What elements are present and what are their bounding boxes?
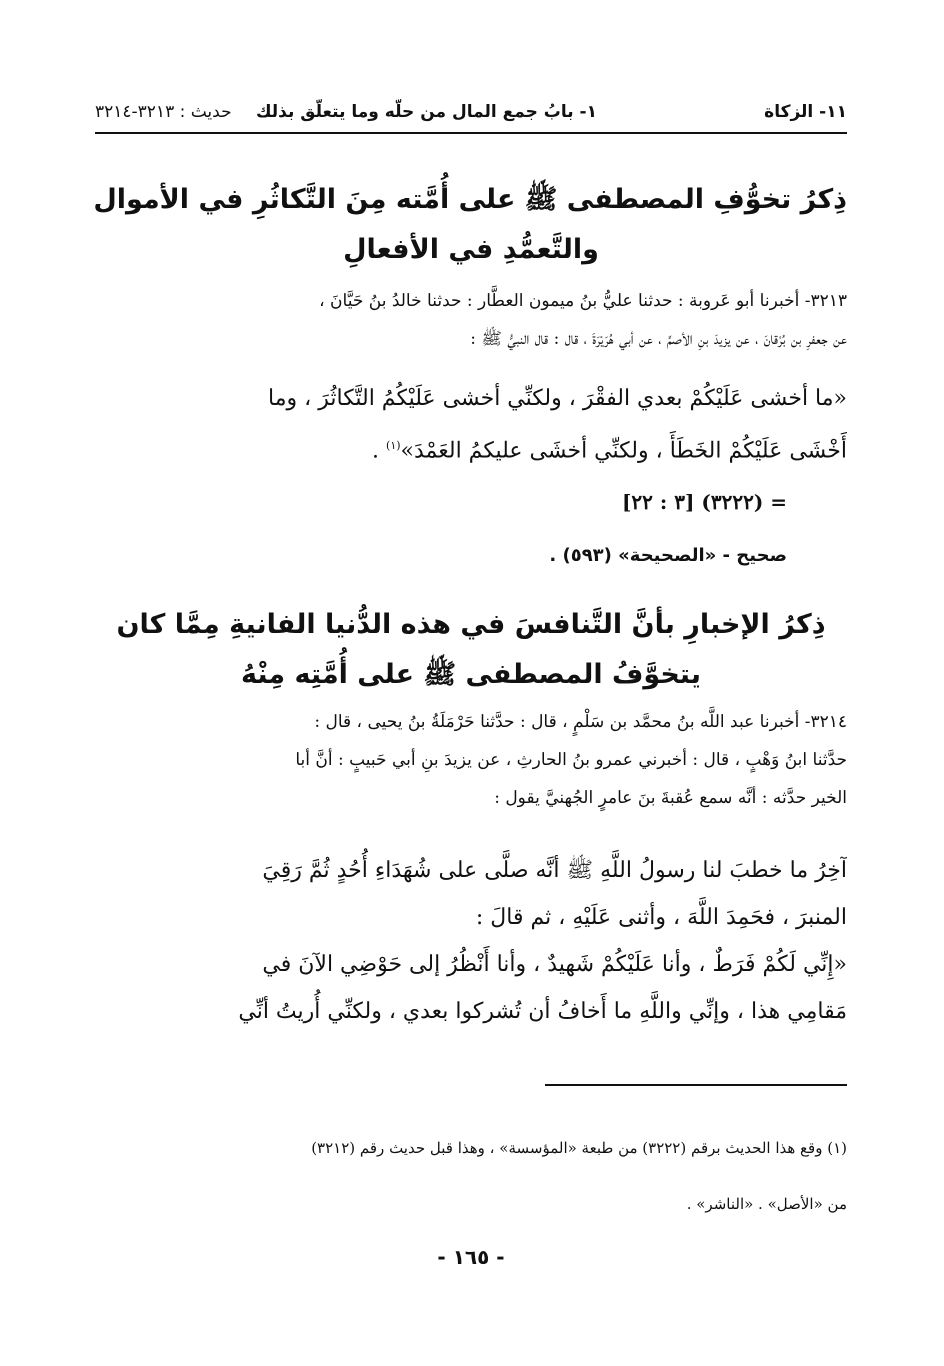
hadith-3214-matn (95, 847, 847, 1035)
matn-end: . (372, 438, 387, 464)
section-title-1-line-2: والتَّعمُّدِ في الأفعالِ (343, 234, 599, 265)
matn-line (95, 422, 847, 474)
footnote-line: من «الأصل» . «الناشر» . (686, 1195, 847, 1213)
hadith-range: حديث : ٣٢١٣-٣٢١٤ (95, 102, 232, 122)
footnote (95, 1120, 847, 1232)
matn-line: مَقامِي هذا ، وإنِّي واللَّهِ ما أَخافُ أن تُشركوا بعدي ، ولكنِّي أُريتُ أنِّي (238, 999, 847, 1024)
hadith-reference: = (٣٢٢٢) [٣ : ٢٢] (621, 490, 787, 514)
book-title: ١١- الزكاة (764, 102, 847, 122)
isnad-line: ٣٢١٤- أخبرنا عبد اللَّه بنُ محمَّد بن سَلْمٍ ، قال : حدَّثنا حَرْمَلَةُ بنُ يحيى ، قال : (314, 712, 847, 732)
footnote-marker[interactable]: (١) (386, 439, 401, 452)
section-title-2-line-1: ذِكرُ الإخبارِ بأنَّ التَّنافسَ في هذه الدُّنيا الفانيةِ مِمَّا كان (116, 609, 826, 640)
matn-line: آخِرُ ما خطبَ لنا رسولُ اللَّهِ ﷺ أنَّه صلَّى على شُهَدَاءِ أُحُدٍ ثُمَّ رَقِيَ (262, 858, 847, 883)
isnad-line: الخير حدَّثه : أنَّه سمع عُقبةَ بنَ عامرٍ الجُهنيَّ يقول : (494, 788, 847, 808)
section-title-1 (95, 175, 847, 275)
hadith-3213-isnad (95, 282, 847, 358)
matn-line: المنبرَ ، فحَمِدَ اللَّهَ ، وأثنى عَلَيْهِ ، ثم قالَ : (475, 905, 847, 930)
chapter-title: ١- بابُ جمع المال من حلّه وما يتعلّق بذلك (255, 102, 597, 122)
section-title-1-line-1: ذِكرُ تخوُّفِ المصطفى ﷺ على أُمَّته مِنَ التَّكاثُرِ في الأموال (93, 184, 847, 215)
hadith-3214-isnad (95, 703, 847, 817)
footnote-divider (545, 1084, 847, 1086)
matn-text: أَخْشَى عَلَيْكُمْ الخَطَأَ ، ولكنِّي أخشَى عليكمُ العَمْدَ» (400, 438, 847, 464)
section-title-2 (95, 600, 847, 700)
header-divider (95, 132, 847, 134)
footnote-line: (١) وقع هذا الحديث برقم (٣٢٢٢) من طبعة «المؤسسة» ، وهذا قبل حديث رقم (٣٢١٢) (311, 1139, 847, 1157)
hadith-3213-matn (95, 375, 847, 474)
isnad-line: ٣٢١٣- أخبرنا أبو عَروبة : حدثنا عليُّ بنُ ميمون العطَّار : حدثنا خالدُ بنُ حَيَّانَ ، (319, 291, 847, 311)
isnad-line: عن جعفرِ بن بُرْقانَ ، عن يزيدَ بنِ الأصمِّ ، عن أبي هُرَيْرَةَ ، قال : قال النبيُّ ﷺ : (470, 329, 847, 349)
section-title-2-line-2: يتخوَّفُ المصطفى ﷺ على أُمَّتِه مِنْهُ (241, 659, 701, 690)
matn-line: «إِنِّي لَكُمْ فَرَطٌ ، وأنا عَلَيْكُمْ شَهيدٌ ، وأنا أَنْظُرُ إلى حَوْضِي الآنَ في (262, 952, 847, 977)
matn-line: «ما أخشى عَلَيْكُمْ بعدي الفقْرَ ، ولكنِّي أخشى عَلَيْكُمُ التَّكاثُرَ ، وما (268, 386, 847, 411)
hadith-grade: صحيح - «الصحيحة» (٥٩٣) . (549, 545, 787, 566)
isnad-line: حدَّثنا ابنُ وَهْبٍ ، قال : أخبرني عمرو بنُ الحارثِ ، عن يزيدَ بنِ أبي حَبيبٍ : أنَّ أبا (295, 750, 847, 770)
book-page (95, 90, 847, 1320)
page-number: - ١٦٥ - (437, 1245, 505, 1269)
running-header (95, 98, 847, 132)
